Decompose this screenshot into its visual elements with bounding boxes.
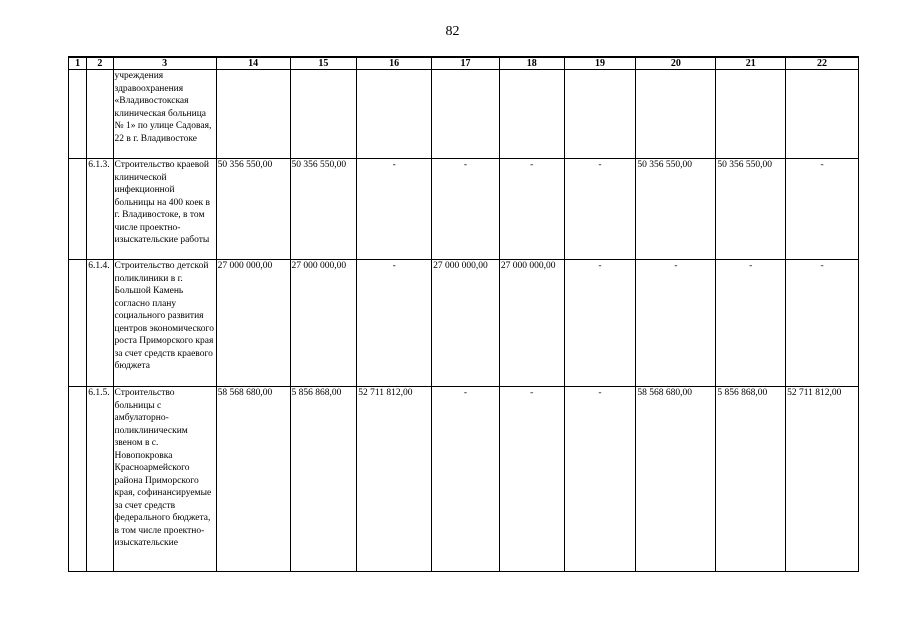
col-header-18: 18: [499, 57, 564, 70]
cell-c19: -: [564, 260, 636, 387]
cell-c21: -: [716, 260, 786, 387]
cell-c19: -: [564, 159, 636, 260]
cell-description: учреждения здравоохранения «Владивостокская клиническая больница № 1» по улице Садовая, 22 в г. Владивостоке: [113, 70, 216, 159]
cell-c22: -: [786, 260, 859, 387]
cell-c18: [499, 70, 564, 159]
cell-c19: -: [564, 387, 636, 572]
table-row: [69, 387, 859, 572]
cell-c18: -: [499, 159, 564, 260]
cell-c14: 50 356 550,00: [216, 159, 290, 260]
cell-c20: 58 568 680,00: [636, 387, 716, 572]
col-header-21: 21: [716, 57, 786, 70]
col-header-22: 22: [786, 57, 859, 70]
cell-c16: 52 711 812,00: [357, 387, 432, 572]
cell-c16: [357, 70, 432, 159]
cell-c21: 50 356 550,00: [716, 159, 786, 260]
cell-description: Строительство детской поликлиники в г. Большой Камень согласно плану социального развития центров экономического роста Приморского края за счет средств краевого бюджета: [113, 260, 216, 387]
cell-c1: [69, 70, 87, 159]
cell-c19: [564, 70, 636, 159]
cell-c21: 5 856 868,00: [716, 387, 786, 572]
col-header-15: 15: [290, 57, 357, 70]
col-header-17: 17: [432, 57, 500, 70]
cell-c22: 52 711 812,00: [786, 387, 859, 572]
page-number: 82: [445, 24, 460, 39]
cell-c22: [786, 70, 859, 159]
cell-c22: -: [786, 159, 859, 260]
col-header-2: 2: [87, 57, 113, 70]
table-row: [69, 159, 859, 260]
cell-description: Строительство больницы с амбулаторно-поликлиническим звеном в с. Новопокровка Красноармейского района Приморского края, софинансируемые за счет средств федерального бюджета, в том числе проектно-изыскательские: [113, 387, 216, 572]
cell-c17: -: [432, 387, 500, 572]
cell-c1: [69, 260, 87, 387]
col-header-14: 14: [216, 57, 290, 70]
cell-c20: -: [636, 260, 716, 387]
cell-c21: [716, 70, 786, 159]
cell-description: Строительство краевой клинической инфекционной больницы на 400 коек в г. Владивостоке, в том числе проектно-изыскательские работы: [113, 159, 216, 260]
table-row: [69, 70, 859, 159]
header-row: [69, 57, 859, 70]
cell-c16: -: [357, 260, 432, 387]
cell-item-number: 6.1.5.: [87, 387, 113, 572]
cell-c1: [69, 387, 87, 572]
cell-c15: 50 356 550,00: [290, 159, 357, 260]
cell-c17: -: [432, 159, 500, 260]
cell-c15: [290, 70, 357, 159]
cell-c16: -: [357, 159, 432, 260]
cell-item-number: 6.1.4.: [87, 260, 113, 387]
col-header-3: 3: [113, 57, 216, 70]
table-row: [69, 260, 859, 387]
col-header-1: 1: [69, 57, 87, 70]
cell-item-number: [87, 70, 113, 159]
cell-c14: 58 568 680,00: [216, 387, 290, 572]
cell-c14: 27 000 000,00: [216, 260, 290, 387]
cell-c14: [216, 70, 290, 159]
col-header-16: 16: [357, 57, 432, 70]
col-header-19: 19: [564, 57, 636, 70]
cell-c15: 5 856 868,00: [290, 387, 357, 572]
cell-c15: 27 000 000,00: [290, 260, 357, 387]
cell-c17: [432, 70, 500, 159]
cell-item-number: 6.1.3.: [87, 159, 113, 260]
cell-c18: 27 000 000,00: [499, 260, 564, 387]
cell-c18: -: [499, 387, 564, 572]
col-header-20: 20: [636, 57, 716, 70]
budget-table: [68, 56, 859, 572]
cell-c20: 50 356 550,00: [636, 159, 716, 260]
cell-c1: [69, 159, 87, 260]
cell-c17: 27 000 000,00: [432, 260, 500, 387]
cell-c20: [636, 70, 716, 159]
